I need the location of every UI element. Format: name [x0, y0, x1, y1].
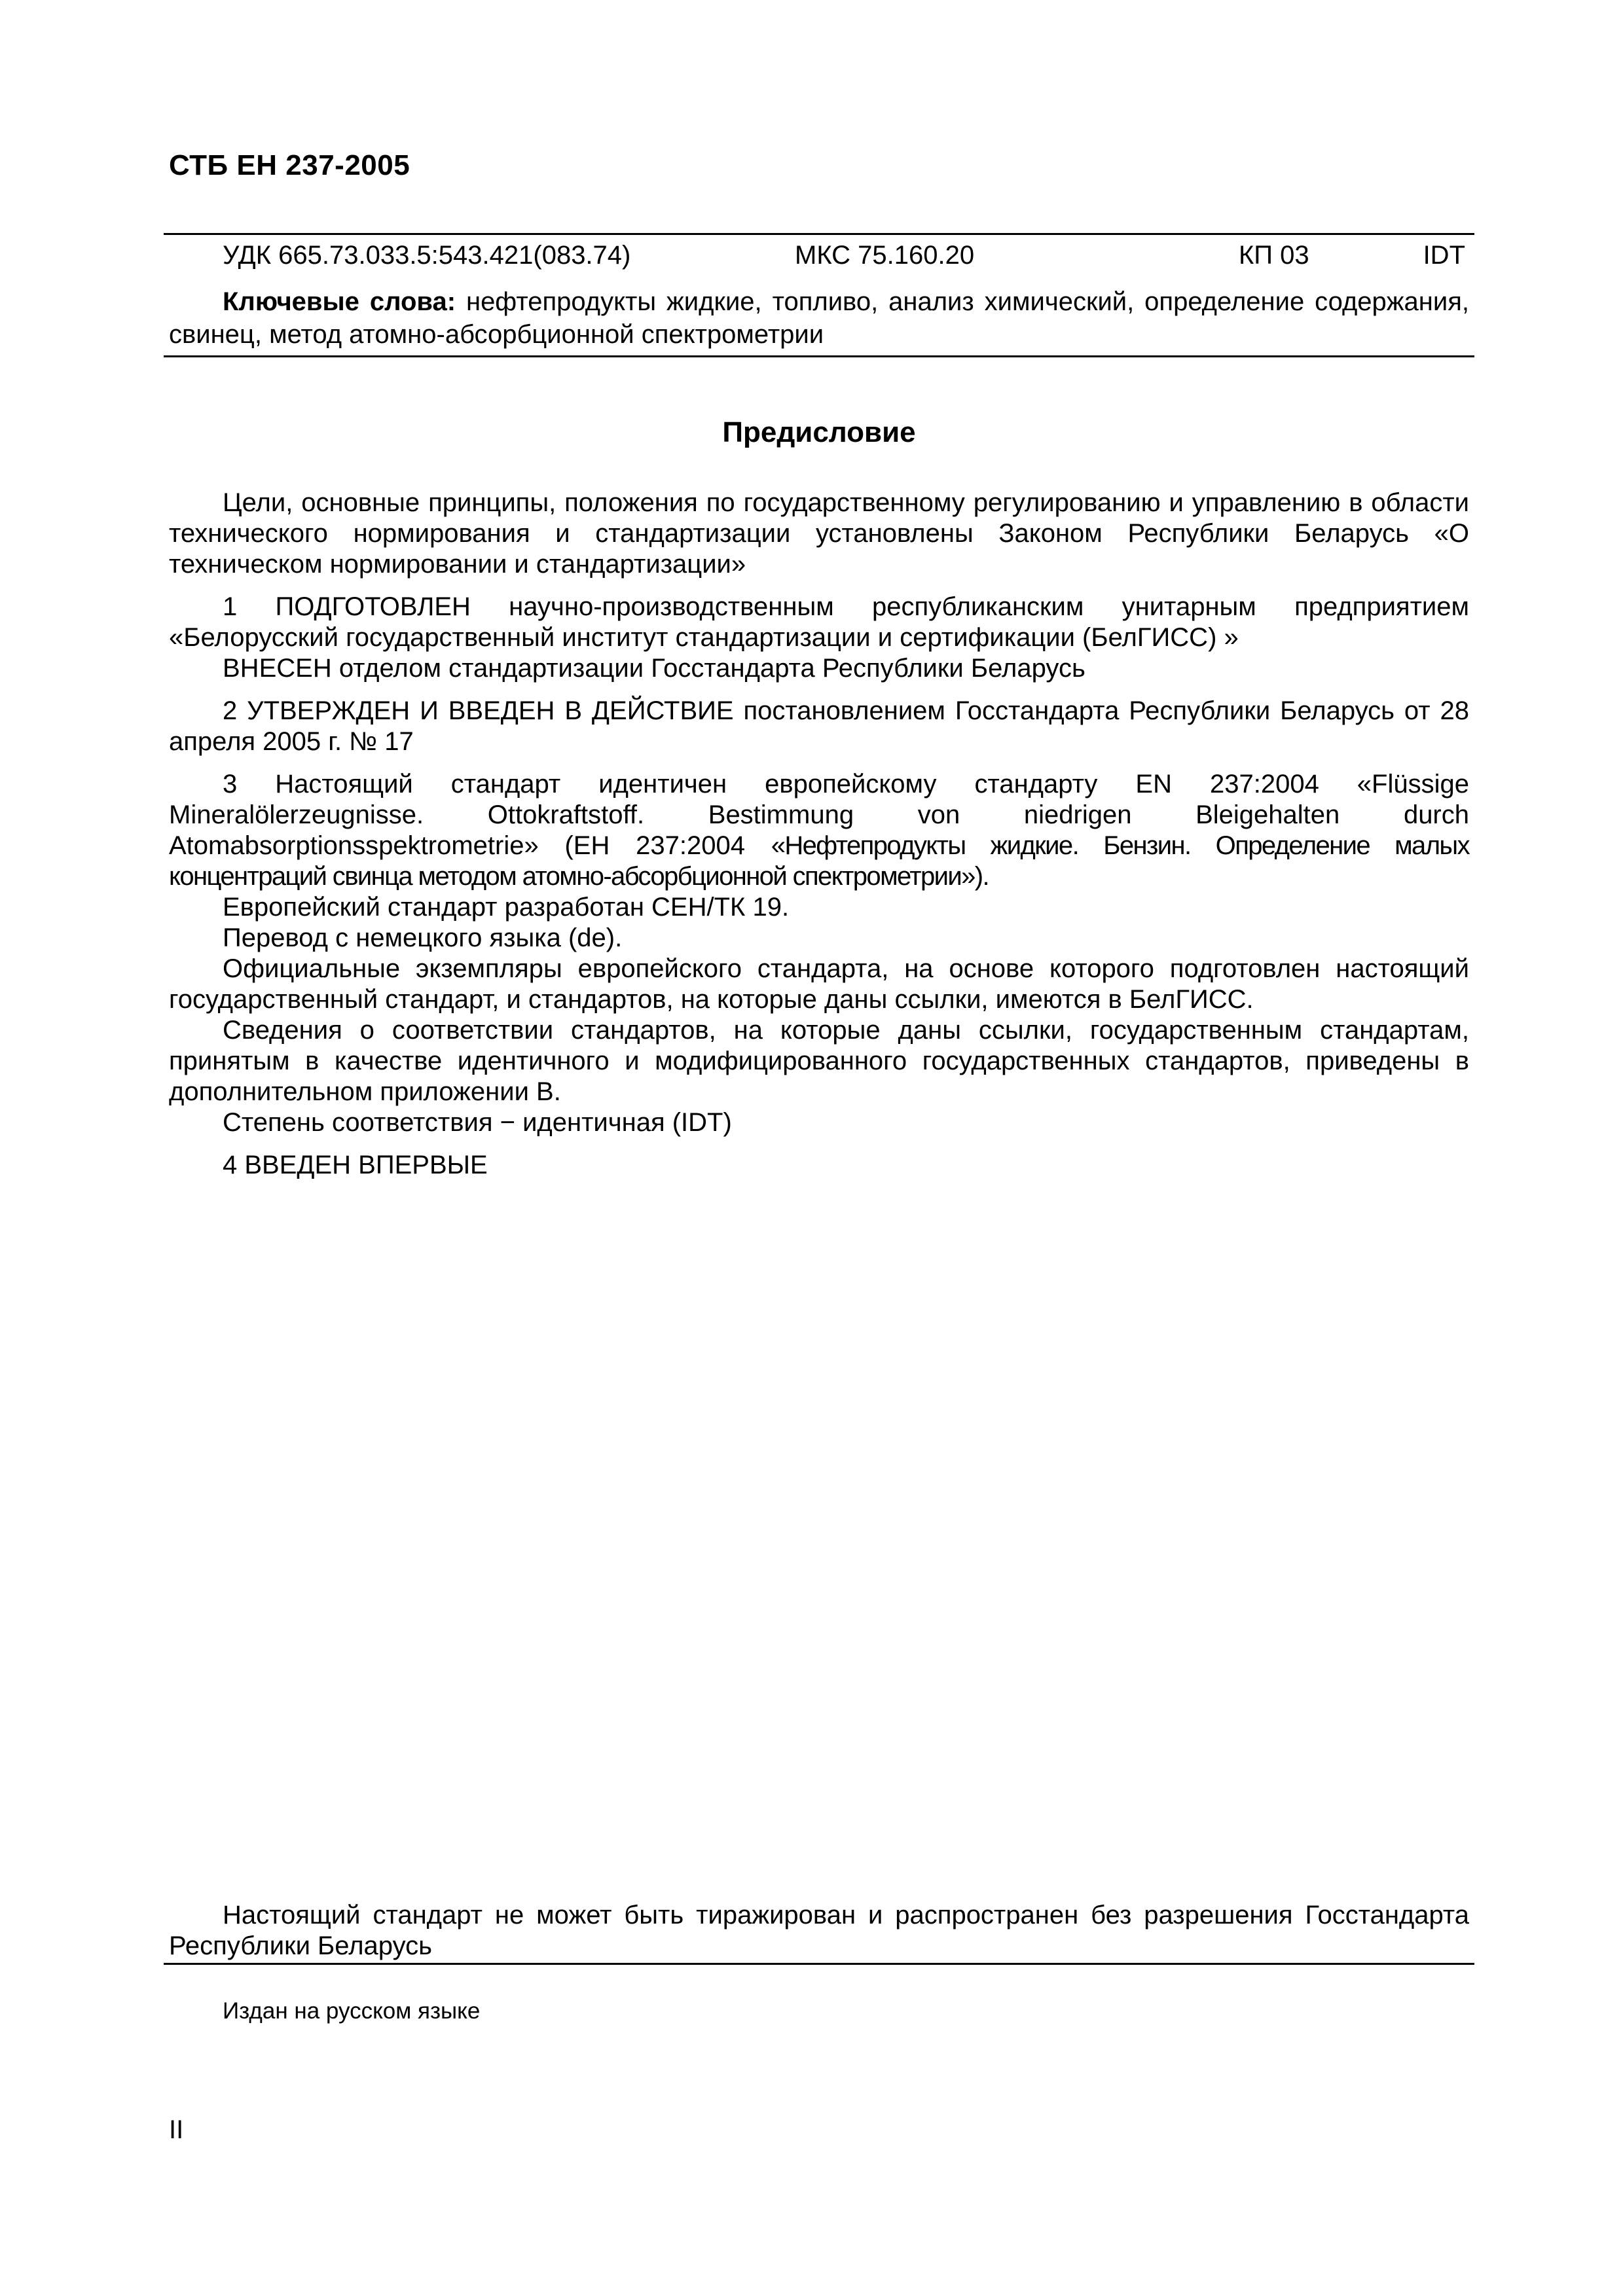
classification-row	[164, 241, 1474, 278]
foreword-paragraph: 1 ПОДГОТОВЛЕН научно-производственным республиканским унитарным предприятием «Белорусский государственный институт стандартизации и сертификации (БелГИСС) »	[169, 592, 1469, 652]
page-number: II	[169, 2115, 184, 2144]
keywords-block	[169, 285, 1469, 351]
bottom-divider	[164, 1963, 1474, 1965]
top-divider	[164, 233, 1474, 235]
foreword-title: Предисловие	[722, 416, 916, 448]
foreword-paragraph: 2 УТВЕРЖДЕН И ВВЕДЕН В ДЕЙСТВИЕ постановлением Госстандарта Республики Беларусь от 28 апреля 2005 г. № 17	[169, 696, 1469, 756]
kp-code: КП 03	[1239, 241, 1309, 270]
udk-code: УДК 665.73.033.5:543.421(083.74)	[223, 241, 631, 270]
mks-code: МКС 75.160.20	[795, 241, 975, 270]
foreword-paragraph: Официальные экземпляры европейского стандарта, на основе которого подготовлен настоящий государственный стандарт, и стандартов, на которые даны ссылки, имеются в БелГИСС.	[169, 954, 1469, 1014]
keywords-label: Ключевые слова:	[223, 287, 456, 316]
foreword-paragraph: Сведения о соответствии стандартов, на которые даны ссылки, государственным стандартам, принятым в качестве идентичного и модифицированного государственных стандартов, приведены в дополнительном приложении В.	[169, 1016, 1469, 1106]
keywords-text: нефтепродукты жидкие, топливо, анализ химический, определение содержания, свинец, метод атомно-абсорбционной спектрометрии	[169, 287, 1469, 349]
copyright-note: Настоящий стандарт не может быть тиражирован и распространен без разрешения Госстандарта Республики Беларусь	[169, 1901, 1469, 1960]
foreword-paragraph: Перевод с немецкого языка (de).	[223, 924, 623, 952]
foreword-paragraph: Степень соответствия − идентичная (IDT)	[223, 1108, 732, 1137]
published-language: Издан на русском языке	[223, 1998, 481, 2024]
foreword-paragraph-part: «Нефтепродукты жидкие. Бензин. Определение малых концентраций свинца методом атомно-абсорбционной спектрометрии»).	[169, 831, 1469, 891]
foreword-paragraph: 4 ВВЕДЕН ВПЕРВЫЕ	[223, 1151, 488, 1179]
keywords-divider	[164, 355, 1474, 357]
foreword-paragraph-part: 3 Настоящий стандарт идентичен европейскому стандарту EN 237:2004 «Flüssige Mineralölerzeugnisse. Ottokraftstoff. Bestimmung von niedrigen Bleigehalten durch Atomabsorptionsspektrometrie» (ЕН 237:2004	[169, 770, 1469, 860]
foreword-body	[169, 488, 1469, 1181]
foreword-paragraph: Цели, основные принципы, положения по государственному регулированию и управлению в области технического нормирования и стандартизации установлены Законом Республики Беларусь «О техническом нормировании и стандартизации»	[169, 488, 1469, 579]
idt-mark: IDT	[1423, 241, 1465, 270]
foreword-paragraph: Европейский стандарт разработан СЕН/ТК 19.	[223, 893, 790, 922]
foreword-paragraph	[169, 769, 1469, 892]
document-code: СТБ ЕН 237-2005	[169, 149, 410, 181]
foreword-paragraph: ВНЕСЕН отделом стандартизации Госстандарта Республики Беларусь	[223, 654, 1085, 683]
